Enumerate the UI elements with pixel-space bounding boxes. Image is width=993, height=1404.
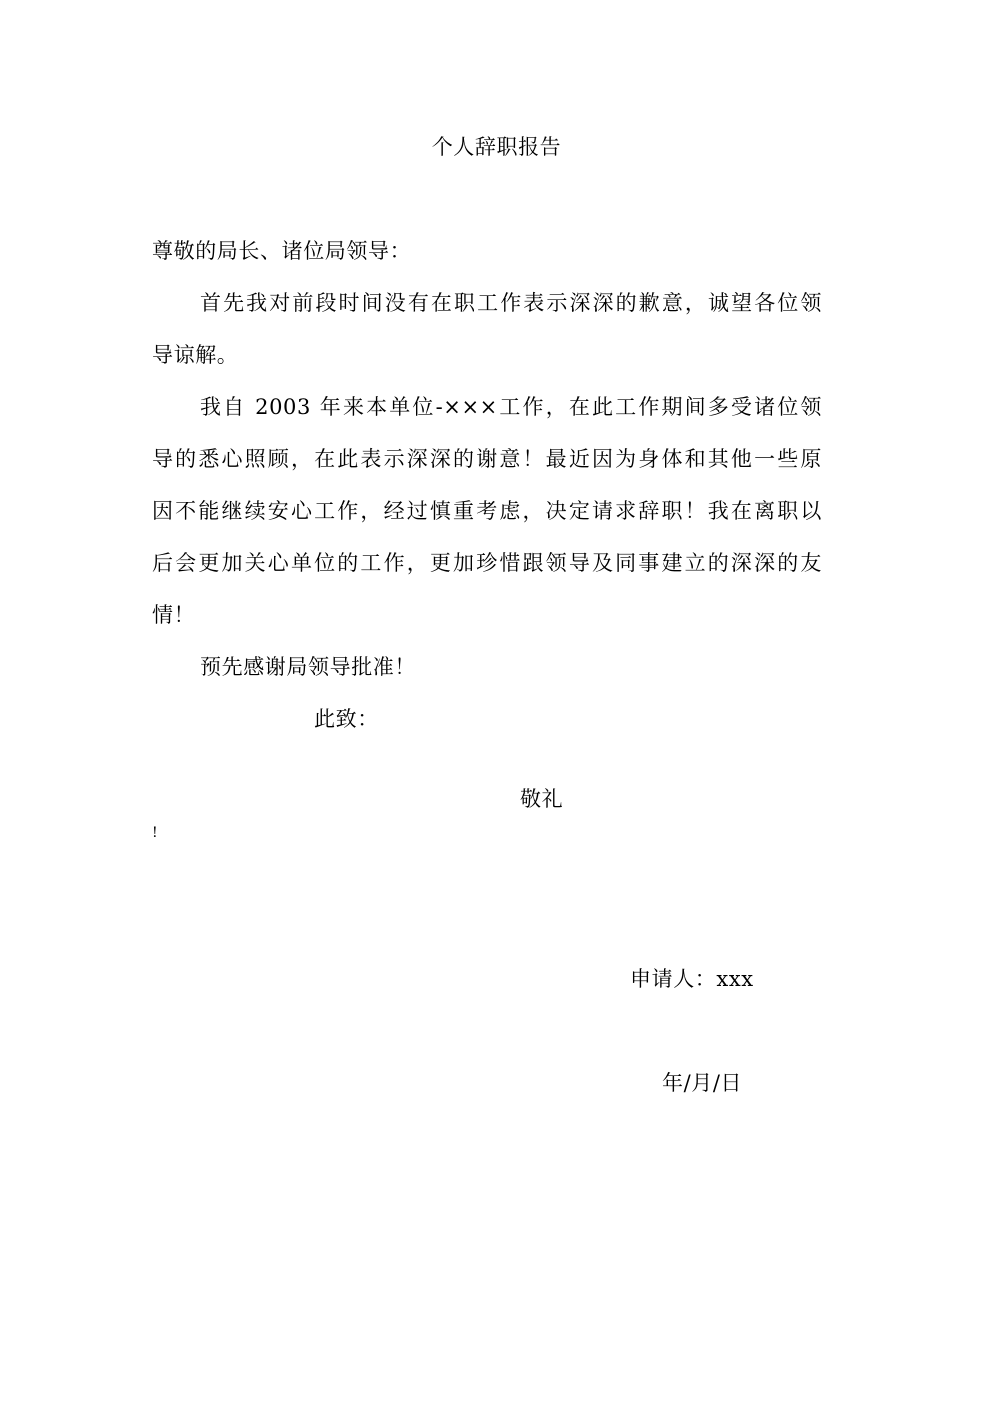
paragraph2-line3: 因不能继续安心工作，经过慎重考虑，决定请求辞职！我在离职以	[152, 499, 822, 523]
document-title: 个人辞职报告	[431, 135, 562, 159]
applicant-signature: 申请人：xxx	[630, 967, 754, 991]
paragraph1-line2: 导谅解。	[152, 343, 239, 367]
paragraph3: 预先感谢局领导批准！	[200, 655, 416, 679]
date-line: 年/月/日	[662, 1071, 743, 1095]
paragraph2-line5: 情！	[152, 603, 196, 627]
regards-mark: !	[152, 825, 159, 841]
regards: 敬礼	[520, 787, 564, 811]
paragraph2-line2: 导的悉心照顾，在此表示深深的谢意！最近因为身体和其他一些原	[152, 447, 822, 471]
closing: 此致：	[314, 707, 379, 731]
paragraph2-line4: 后会更加关心单位的工作，更加珍惜跟领导及同事建立的深深的友	[152, 551, 822, 575]
paragraph1-line1: 首先我对前段时间没有在职工作表示深深的歉意，诚望各位领	[200, 291, 822, 315]
paragraph2-line1: 我自 2003 年来本单位-×××工作，在此工作期间多受诸位领	[200, 395, 822, 419]
salutation: 尊敬的局长、诸位局领导：	[152, 239, 412, 263]
